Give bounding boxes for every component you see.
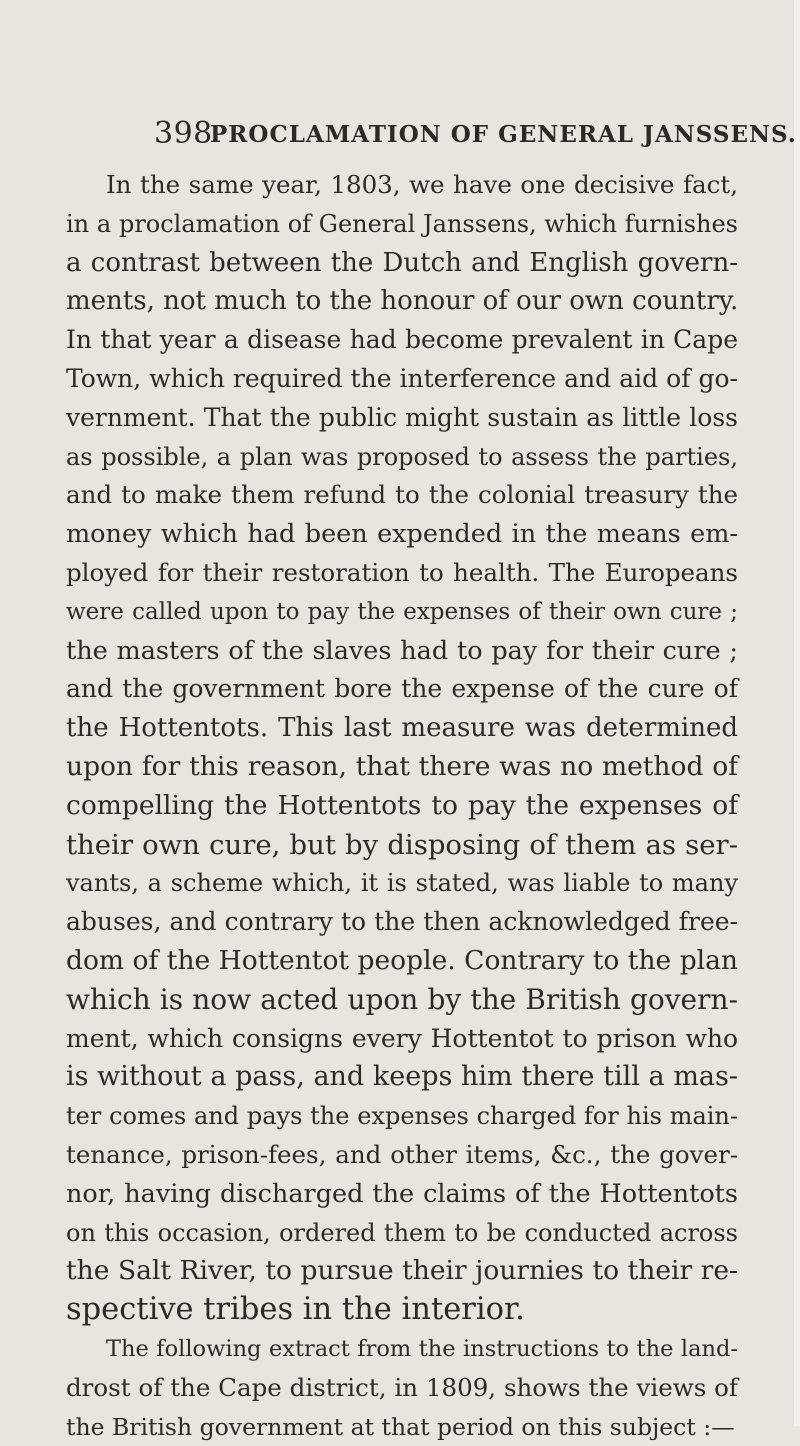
text-line: were called upon to pay the expenses of their own cure ; — [66, 593, 738, 632]
text-line: their own cure, but by disposing of them as ser- — [66, 826, 738, 865]
text-line: on this occasion, ordered them to be conducted across — [66, 1214, 738, 1253]
text-line: The following extract from the instructions to the land- — [66, 1330, 738, 1369]
running-head — [154, 116, 754, 156]
text-line: as possible, a plan was proposed to assess the parties, — [66, 438, 738, 477]
text-line: ter comes and pays the expenses charged for his main- — [66, 1097, 738, 1136]
text-line: nor, having discharged the claims of the Hottentots — [66, 1175, 738, 1214]
body-text — [66, 166, 738, 1446]
text-line: spective tribes in the interior. — [66, 1291, 738, 1330]
text-line: in a proclamation of General Janssens, which furnishes — [66, 205, 738, 244]
text-line: and to make them refund to the colonial treasury the — [66, 476, 738, 515]
text-line: money which had been expended in the means em- — [66, 515, 738, 554]
text-line: ployed for their restoration to health. The Europeans — [66, 554, 738, 593]
text-line: vernment. That the public might sustain as little loss — [66, 399, 738, 438]
page-edge — [794, 0, 800, 1426]
text-line: the masters of the slaves had to pay for their cure ; — [66, 632, 738, 671]
text-line: the Hottentots. This last measure was determined — [66, 709, 738, 748]
text-line: ments, not much to the honour of our own country. — [66, 282, 738, 321]
text-line: a contrast between the Dutch and English govern- — [66, 244, 738, 283]
text-line: In the same year, 1803, we have one decisive fact, — [66, 166, 738, 205]
text-line: compelling the Hottentots to pay the expenses of — [66, 787, 738, 826]
text-line: ment, which consigns every Hottentot to prison who — [66, 1020, 738, 1059]
text-line: vants, a scheme which, it is stated, was liable to many — [66, 864, 738, 903]
page-number: 398 — [154, 116, 213, 151]
text-line: In that year a disease had become prevalent in Cape — [66, 321, 738, 360]
running-title: PROCLAMATION OF GENERAL JANSSENS. — [210, 121, 797, 148]
text-line: dom of the Hottentot people. Contrary to the plan — [66, 942, 738, 981]
text-line: the Salt River, to pursue their journies to their re- — [66, 1252, 738, 1291]
text-line: Town, which required the interference and aid of go- — [66, 360, 738, 399]
text-line: drost of the Cape district, in 1809, shows the views of — [66, 1369, 738, 1408]
text-line: abuses, and contrary to the then acknowledged free- — [66, 903, 738, 942]
text-line: upon for this reason, that there was no method of — [66, 748, 738, 787]
text-line: the British government at that period on this subject :— — [66, 1408, 738, 1446]
text-line: and the government bore the expense of the cure of — [66, 670, 738, 709]
text-line: which is now acted upon by the British govern- — [66, 981, 738, 1020]
text-line: is without a pass, and keeps him there till a mas- — [66, 1058, 738, 1097]
text-line: tenance, prison-fees, and other items, &c., the gover- — [66, 1136, 738, 1175]
